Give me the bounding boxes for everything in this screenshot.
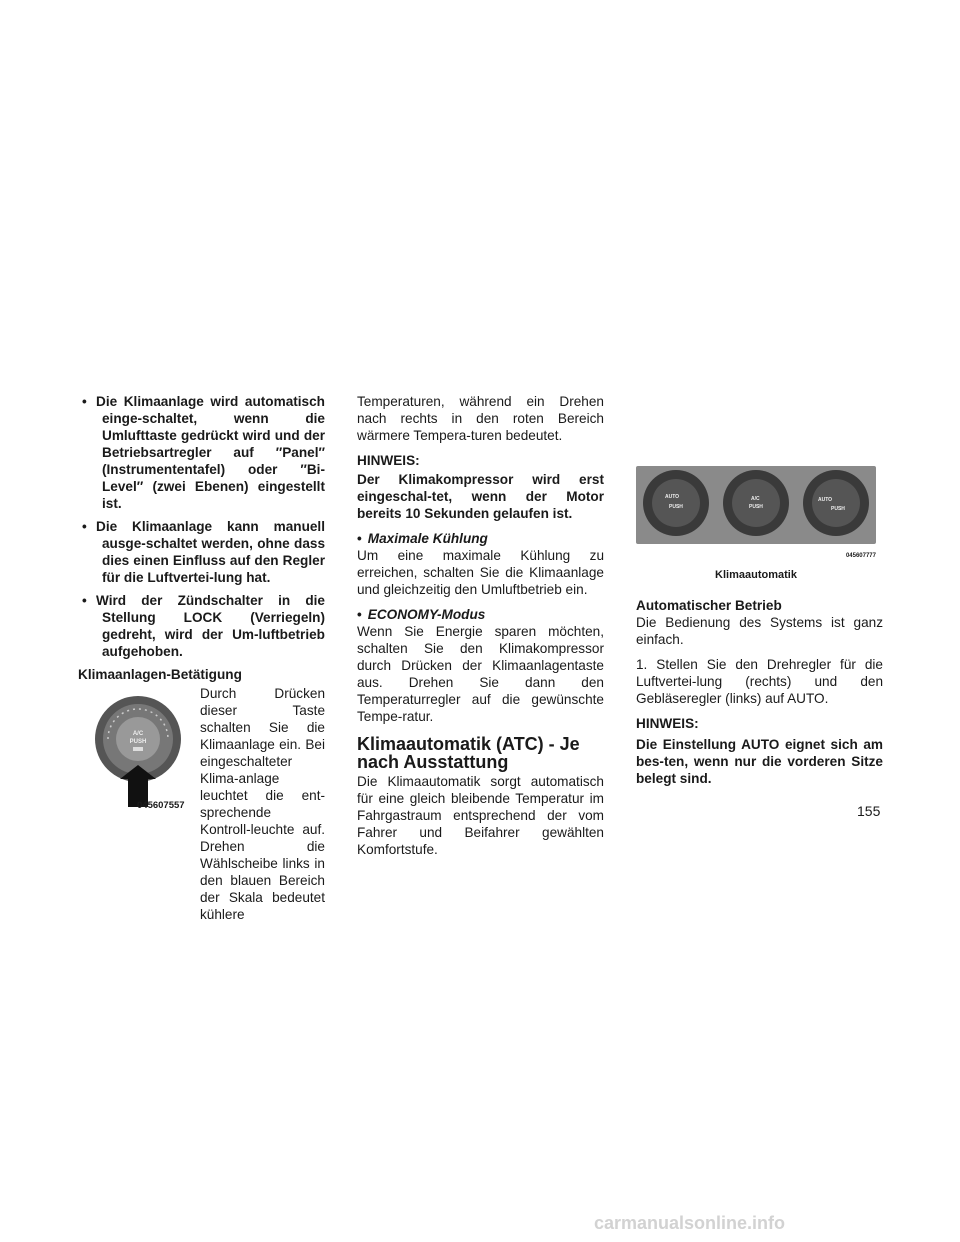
watermark: carmanualsonline.info <box>594 1213 786 1233</box>
subheading-text: ECONOMY-Modus <box>367 607 486 622</box>
bullet-item <box>78 592 325 660</box>
ac-description: Durch Drücken dieser Taste schalten Sie die Klimaanlage ein. Bei eingeschalteter Klima-anlage leuchtet die ent-sprechende Kontroll-leuchte auf. Drehen die Wählscheibe links in den blauen Bereich der Skala bedeutet kühlere <box>200 686 325 922</box>
ac-label: A/C <box>132 731 144 737</box>
bullet-glyph: • <box>357 531 362 546</box>
hinweis-text: Die Einstellung AUTO eignet sich am bes-ten, wenn nur die vorderen Sitze belegt sind. <box>636 737 883 786</box>
push-label: PUSH <box>129 739 147 745</box>
bullet-glyph: • <box>82 519 87 534</box>
dial-middle-inner <box>732 479 780 527</box>
bullet-item <box>78 518 325 586</box>
column-left <box>78 393 325 922</box>
paragraph: Die Bedienung des Systems ist ganz einfach. <box>636 615 883 647</box>
bullet-item <box>78 393 325 512</box>
hinweis-label: HINWEIS: <box>636 716 699 731</box>
section-title: Automatischer Betrieb <box>636 598 782 613</box>
climate-control-panel-illustration <box>636 466 876 544</box>
paragraph: Temperaturen, während ein Drehen nach rechts in den roten Bereich wärmere Tempera-turen bedeutet. <box>357 394 604 443</box>
dial-middle-ac-label: A/C <box>751 496 760 502</box>
section-heading-atc: Klimaautomatik (ATC) - Je nach Ausstattung <box>357 734 580 772</box>
dial-middle-push-label: PUSH <box>749 504 763 510</box>
figure-code: 045607777 <box>845 553 876 559</box>
paragraph: Die Klimaautomatik sorgt automatisch für eine gleich bleibende Temperatur im Fahrgastraum entsprechend der vom Fahrer und Beifahrer gewählten Komfortstufe. <box>357 774 604 857</box>
dial-right-inner <box>812 479 860 527</box>
ac-button-block <box>78 685 325 922</box>
column-middle <box>357 393 604 866</box>
dial-right-auto-label: AUTO <box>818 497 833 503</box>
bullet-glyph: • <box>357 607 362 622</box>
climate-panel-svg <box>636 466 876 544</box>
dial-left-auto-label: AUTO <box>665 494 680 500</box>
ac-knob-illustration <box>94 695 204 807</box>
hinweis-text: Der Klimakompressor wird erst eingeschal-tet, wenn der Motor bereits 10 Sekunden gelaufen ist. <box>357 472 604 521</box>
figure-caption: Klimaautomatik <box>715 569 797 581</box>
subheading-text: Maximale Kühlung <box>367 531 488 546</box>
paragraph: 1. Stellen Sie den Drehregler für die Luftvertei-lung (rechts) und den Gebläseregler (links) auf AUTO. <box>636 657 883 706</box>
bullet-glyph: • <box>82 394 87 409</box>
hinweis-label: HINWEIS: <box>357 453 420 468</box>
dial-right-push-label: PUSH <box>831 506 845 512</box>
bullet-text: Die Klimaanlage wird automatisch einge-schaltet, wenn die Umlufttaste gedrückt wird und der Betriebsartregler auf ″Panel″ (Instrumententafel) oder ″Bi-Level″ (zwei Ebenen) eingestellt ist. <box>96 394 325 511</box>
dial-left-push-label: PUSH <box>669 504 683 510</box>
bullet-text: Die Klimaanlage kann manuell ausge-schaltet werden, ohne dass dies einen Einfluss auf den Regler für die Luftvertei-lung hat. <box>96 519 325 585</box>
bullet-glyph: • <box>82 593 87 608</box>
paragraph: Wenn Sie Energie sparen möchten, schalten Sie den Klimakompressor durch Drücken der Klimaanlagentaste aus. Drehen Sie dann den Temperaturregler auf die gewünschte Tempe-ratur. <box>357 624 604 724</box>
dial-left-inner <box>652 479 700 527</box>
ac-indicator-light <box>133 747 143 751</box>
column-right <box>636 466 883 795</box>
bullet-text: Wird der Zündschalter in die Stellung LOCK (Verriegeln) gedreht, wird der Um-luftbetrieb aufgehoben. <box>96 593 325 659</box>
page-number: 155 <box>857 803 881 819</box>
figure-code: 045607557 <box>137 800 185 811</box>
paragraph: Um eine maximale Kühlung zu erreichen, schalten Sie die Klimaanlage und gleichzeitig den Umluftbetrieb ein. <box>357 548 604 597</box>
section-title: Klimaanlagen-Betätigung <box>78 667 242 682</box>
subheading-economy-modus <box>357 606 604 623</box>
subheading-maximale-kuehlung <box>357 530 604 547</box>
